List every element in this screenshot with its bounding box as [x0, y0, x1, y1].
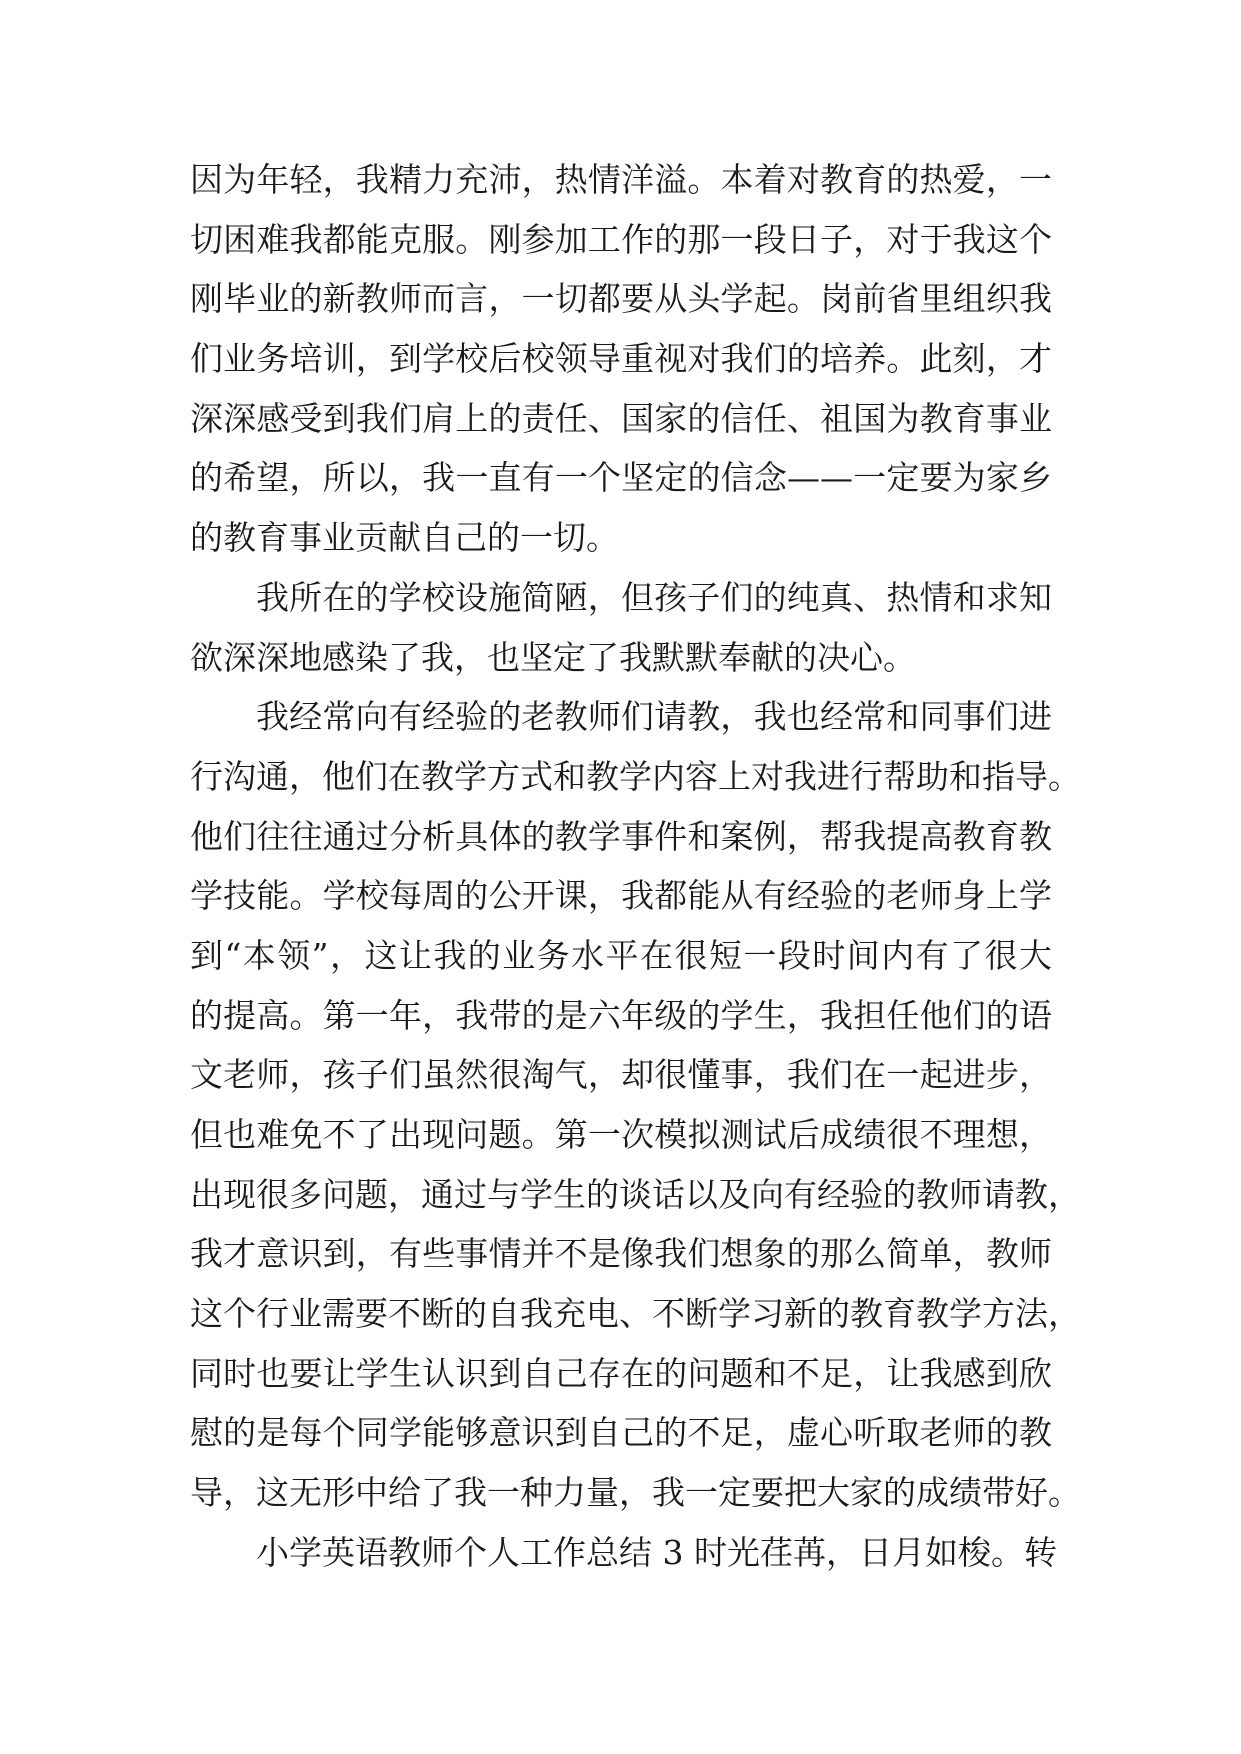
paragraph-1-line-4: 们业务培训，到学校后校领导重视对我们的培养。此刻，才: [190, 339, 1052, 379]
paragraph-1-line-5: 深深感受到我们肩上的责任、国家的信任、祖国为教育事业: [190, 398, 1052, 438]
paragraph-3-line-2: 行沟通，他们在教学方式和教学内容上对我进行帮助和指导。: [190, 756, 1081, 796]
paragraph-1-line-1: 因为年轻，我精力充沛，热情洋溢。本着对教育的热爱，一: [190, 160, 1052, 199]
paragraph-3-line-5: 到“本领”，这让我的业务水平在很短一段时间内有了很大: [190, 935, 1052, 975]
paragraph-4-line-1: 小学英语教师个人工作总结 3 时光荏苒，日月如梭。转: [256, 1532, 1057, 1572]
paragraph-3-line-14: 导，这无形中给了我一种力量，我一定要把大家的成绩带好。: [190, 1473, 1081, 1513]
paragraph-3-line-4: 学技能。学校每周的公开课，我都能从有经验的老师身上学: [190, 876, 1052, 916]
paragraph-2-line-1: 我所在的学校设施简陋，但孩子们的纯真、热情和求知: [256, 577, 1052, 617]
document-body: [190, 150, 1081, 1583]
paragraph-3-line-6: 的提高。第一年，我带的是六年级的学生，我担任他们的语: [190, 995, 1052, 1035]
paragraph-2-line-2: 欲深深地感染了我，也坚定了我默默奉献的决心。: [190, 637, 916, 677]
paragraph-3-line-13: 慰的是每个同学能够意识到自己的不足，虚心听取老师的教: [190, 1413, 1052, 1453]
paragraph-3-line-3: 他们往往通过分析具体的教学事件和案例，帮我提高教育教: [190, 816, 1052, 856]
paragraph-1-line-6: 的希望，所以，我一直有一个坚定的信念——一定要为家乡: [190, 458, 1052, 498]
paragraph-1-line-7: 的教育事业贡献自己的一切。: [190, 518, 619, 558]
paragraph-3-line-1: 我经常向有经验的老教师们请教，我也经常和同事们进: [256, 697, 1052, 737]
paragraph-3-line-12: 同时也要让学生认识到自己存在的问题和不足，让我感到欣: [190, 1353, 1052, 1393]
paragraph-3-line-8: 但也难免不了出现问题。第一次模拟测试后成绩很不理想，: [190, 1115, 1052, 1154]
paragraph-1-line-3: 刚毕业的新教师而言，一切都要从头学起。岗前省里组织我: [190, 279, 1052, 319]
paragraph-3-line-11: 这个行业需要不断的自我充电、不断学习新的教育教学方法，: [190, 1294, 1081, 1334]
paragraph-1-line-2: 切困难我都能克服。刚参加工作的那一段日子，对于我这个: [190, 219, 1052, 259]
paragraph-3-line-9: 出现很多问题，通过与学生的谈话以及向有经验的教师请教，: [190, 1174, 1081, 1214]
paragraph-3-line-10: 我才意识到，有些事情并不是像我们想象的那么简单，教师: [190, 1234, 1052, 1274]
paragraph-3-line-7: 文老师，孩子们虽然很淘气，却很懂事，我们在一起进步，: [190, 1055, 1052, 1095]
